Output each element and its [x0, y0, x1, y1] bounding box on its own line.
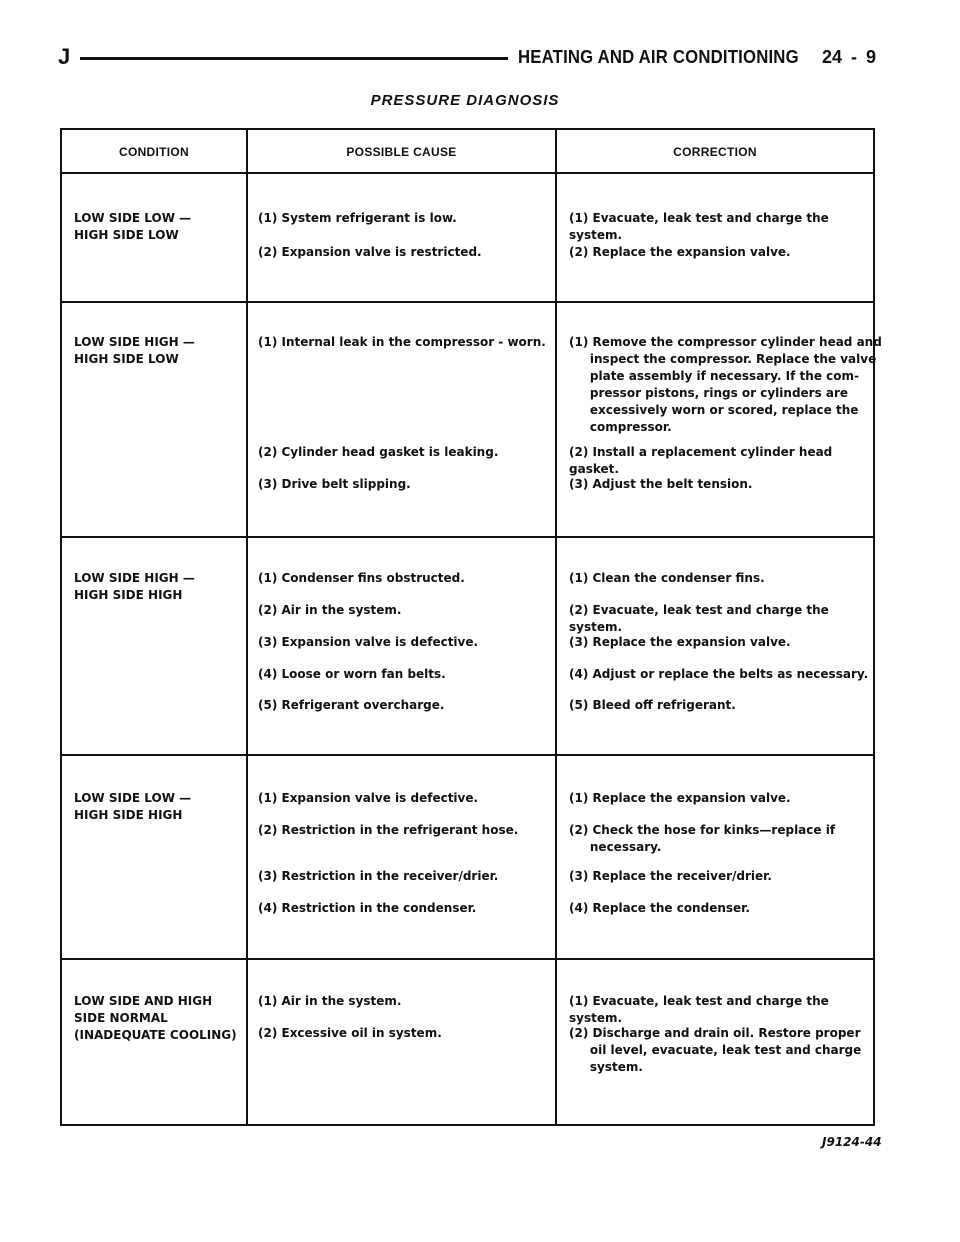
- column-header-condition: CONDITION: [118, 145, 190, 159]
- row-divider: [62, 301, 873, 303]
- cause-item: (2) Restriction in the refrigerant hose.: [258, 823, 519, 837]
- condition-cell: LOW SIDE LOW — HIGH SIDE LOW: [74, 211, 192, 242]
- section-letter: J: [58, 44, 71, 69]
- column-header-correction: CORRECTION: [673, 145, 757, 159]
- cause-item: (1) System refrigerant is low.: [258, 211, 457, 225]
- page-number: 24 - 9: [822, 47, 877, 67]
- cause-item: (3) Expansion valve is defective.: [258, 635, 479, 649]
- chapter-title: HEATING AND AIR CONDITIONING: [518, 47, 799, 67]
- correction-item: (3) Adjust the belt tension.: [569, 477, 753, 491]
- section-title: PRESSURE DIAGNOSIS: [370, 92, 560, 109]
- cause-item: (2) Expansion valve is restricted.: [258, 245, 482, 259]
- cause-item: (1) Expansion valve is defective.: [258, 791, 479, 805]
- correction-item: (1) Replace the expansion valve.: [569, 791, 791, 805]
- header-rule: [80, 57, 508, 60]
- correction-item: (2) Install a replacement cylinder head gasket.: [569, 445, 833, 476]
- column-divider: [555, 130, 557, 1124]
- correction-item: (3) Replace the receiver/drier.: [569, 869, 772, 883]
- cause-item: (3) Restriction in the receiver/drier.: [258, 869, 499, 883]
- correction-item: (1) Clean the condenser fins.: [569, 571, 765, 585]
- correction-item: (1) Remove the compressor cylinder head and inspect the compressor. Replace the valve plate assembly if necessary. If the com- pressor pistons, rings or cylinders are excessively worn or scored, replace the compressor.: [569, 335, 882, 434]
- correction-item: (4) Adjust or replace the belts as necessary.: [569, 667, 869, 681]
- pressure-diagnosis-table: [60, 128, 882, 1126]
- row-divider: [62, 536, 873, 538]
- cause-item: (3) Drive belt slipping.: [258, 477, 411, 491]
- cause-item: (2) Air in the system.: [258, 603, 402, 617]
- column-divider: [246, 130, 248, 1124]
- condition-cell: LOW SIDE LOW — HIGH SIDE HIGH: [74, 791, 192, 822]
- cause-item: (2) Excessive oil in system.: [258, 1026, 442, 1040]
- cause-item: (4) Restriction in the condenser.: [258, 901, 477, 915]
- correction-item: (2) Evacuate, leak test and charge the system.: [569, 603, 829, 634]
- correction-item: (1) Evacuate, leak test and charge the system.: [569, 211, 829, 242]
- cause-item: (2) Cylinder head gasket is leaking.: [258, 445, 499, 459]
- cause-item: (1) Condenser fins obstructed.: [258, 571, 465, 585]
- cause-item: (5) Refrigerant overcharge.: [258, 698, 445, 712]
- condition-cell: LOW SIDE HIGH — HIGH SIDE LOW: [74, 335, 195, 366]
- correction-item: (1) Evacuate, leak test and charge the system.: [569, 994, 829, 1025]
- condition-cell: LOW SIDE HIGH — HIGH SIDE HIGH: [74, 571, 195, 602]
- correction-item: (4) Replace the condenser.: [569, 901, 750, 915]
- correction-item: (5) Bleed off refrigerant.: [569, 698, 736, 712]
- correction-item: (2) Discharge and drain oil. Restore proper oil level, evacuate, leak test and charge system.: [569, 1026, 862, 1074]
- cause-item: (1) Air in the system.: [258, 994, 402, 1008]
- cause-item: (1) Internal leak in the compressor - worn.: [258, 335, 546, 349]
- condition-cell: LOW SIDE AND HIGH SIDE NORMAL (INADEQUATE COOLING): [74, 994, 237, 1042]
- correction-item: (2) Replace the expansion valve.: [569, 245, 791, 259]
- row-divider: [62, 958, 873, 960]
- correction-item: (3) Replace the expansion valve.: [569, 635, 791, 649]
- cause-item: (4) Loose or worn fan belts.: [258, 667, 446, 681]
- figure-id: J9124-44: [822, 1135, 882, 1149]
- correction-item: (2) Check the hose for kinks—replace if necessary.: [569, 823, 836, 854]
- row-divider: [62, 754, 873, 756]
- column-header-possible-cause: POSSIBLE CAUSE: [346, 145, 457, 159]
